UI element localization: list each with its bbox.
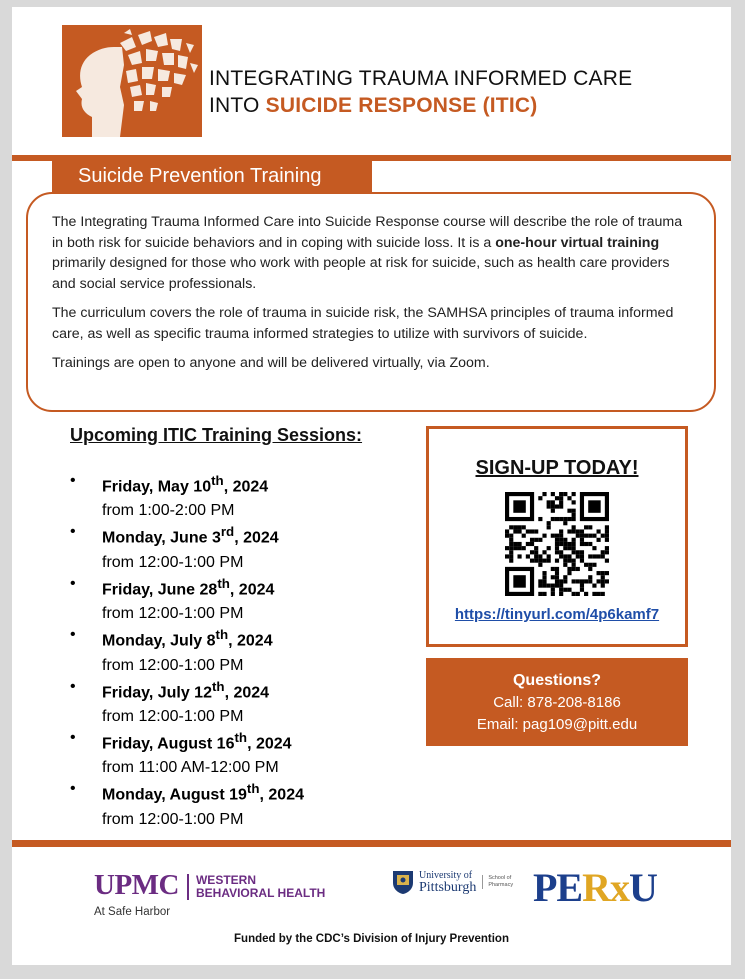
session-date: Monday, June 3rd, 2024 [102, 524, 279, 547]
qr-code-icon[interactable] [505, 492, 609, 596]
list-item [70, 675, 304, 726]
date-suffix: rd [220, 524, 235, 540]
upmc-division: WESTERN BEHAVIORAL HEALTH [187, 874, 325, 900]
upmc-logo [94, 869, 325, 918]
session-date: Friday, August 16th, 2024 [102, 729, 292, 753]
title-highlight: SUICIDE RESPONSE (ITIC) [265, 94, 538, 117]
rx-icon: Rx [582, 865, 630, 910]
session-time: from 11:00 AM-12:00 PM [102, 759, 279, 777]
list-item [70, 469, 304, 520]
bullet-icon: • [70, 626, 76, 644]
date-suffix: th [211, 473, 224, 488]
pitt-line-2: Pittsburgh [419, 880, 477, 895]
session-time: from 1:00-2:00 PM [102, 502, 235, 520]
date-suffix: th [217, 575, 230, 591]
description-paragraph-2: The curriculum covers the role of trauma in suicide risk, the SAMHSA principles of trauma informed care, as well as specific trauma informed strategies to utilize with survivors of suicide. [52, 305, 674, 342]
pitt-logo [392, 869, 513, 895]
description-text: The Integrating Trauma Informed Care into Suicide Response course will describe the role of trauma in both risk for suicide behaviors and in coping with suicide loss. It is a [52, 214, 683, 251]
sessions-heading: Upcoming ITIC Training Sessions: [70, 425, 363, 445]
list-item [70, 777, 304, 828]
session-time: from 12:00-1:00 PM [102, 810, 244, 828]
signup-heading: SIGN-UP TODAY! [475, 457, 639, 479]
upmc-wordmark: UPMC [94, 869, 179, 901]
questions-phone[interactable]: Call: 878-208-8186 [493, 694, 621, 711]
bullet-icon: • [70, 780, 76, 798]
session-date: Friday, June 28th, 2024 [102, 575, 275, 599]
pitt-seal-icon [392, 869, 414, 895]
signup-link[interactable]: https://tinyurl.com/4p6kamf7 [454, 606, 660, 623]
session-time: from 12:00-1:00 PM [102, 707, 244, 725]
list-item [70, 726, 304, 777]
funding-note: Funded by the CDC’s Division of Injury Prevention [234, 933, 509, 945]
session-list [70, 469, 304, 829]
shattered-head-icon [62, 25, 202, 137]
bullet-icon: • [70, 574, 76, 592]
description-paragraph-3: Trainings are open to anyone and will be delivered virtually, via Zoom. [52, 355, 490, 371]
session-time: from 12:00-1:00 PM [102, 553, 244, 571]
date-suffix: th [211, 678, 225, 694]
upmc-subtitle: At Safe Harbor [94, 906, 171, 918]
bullet-icon: • [70, 677, 76, 695]
session-date: Friday, May 10th, 2024 [102, 473, 269, 496]
pitt-line-1: University of [419, 870, 473, 881]
description-paragraph-1 [52, 212, 692, 294]
page-title [209, 65, 632, 119]
description-box [26, 192, 716, 412]
title-line-2 [209, 92, 632, 119]
section-tab: Suicide Prevention Training [52, 159, 372, 193]
session-time: from 12:00-1:00 PM [102, 605, 244, 623]
date-suffix: th [246, 781, 260, 797]
bullet-icon: • [70, 523, 76, 541]
bullet-icon: • [70, 472, 76, 489]
session-date: Friday, July 12th, 2024 [102, 678, 270, 701]
title-line-2-prefix: INTO [209, 94, 266, 117]
questions-heading: Questions? [512, 672, 601, 689]
list-item [70, 520, 304, 571]
pitt-wordmark [419, 870, 476, 894]
list-item [70, 572, 304, 623]
list-item [70, 623, 304, 674]
description-text: primarily designed for those who work with people at risk for suicide, such as health care providers and social service professionals. [52, 255, 670, 292]
title-line-1: INTEGRATING TRAUMA INFORMED CARE [209, 67, 633, 90]
session-date: Monday, August 19th, 2024 [102, 781, 304, 804]
pitt-school: School of Pharmacy [482, 875, 513, 889]
description-emphasis: one-hour virtual training [495, 234, 660, 251]
session-date: Monday, July 8th, 2024 [102, 627, 273, 650]
signup-box [426, 426, 688, 647]
flyer-page [12, 7, 731, 965]
bullet-icon: • [70, 728, 76, 746]
questions-email[interactable]: Email: pag109@pitt.edu [476, 716, 638, 733]
peru-logo: PERxU [533, 865, 657, 910]
questions-box [426, 658, 688, 746]
bottom-divider [12, 840, 731, 847]
session-time: from 12:00-1:00 PM [102, 656, 244, 674]
date-suffix: th [234, 729, 248, 745]
date-suffix: th [215, 627, 229, 643]
